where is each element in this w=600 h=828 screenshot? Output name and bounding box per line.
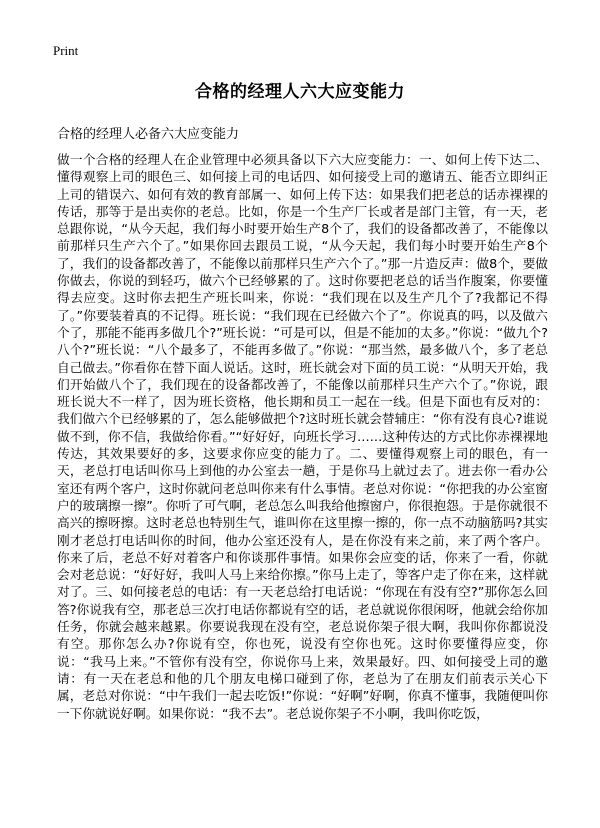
document-body: 做一个合格的经理人在企业管理中必须具备以下六大应变能力：一、如何上传下达二、懂得观察上司的眼色三、如何接上司的电话四、如何接受上司的邀请五、能否立即纠正上司的错误六、如何有效的教育部属一、如何上传下达：如果我们把老总的话赤裸裸的传话，那等于是出卖你的老总。比如，你是一个生产厂长或者是部门主管，有一天，老总跟你说，“从今天起，我们每小时要开始生产8个了，我们的设备都改善了，不能像以前那样只生产六个了。”如果你回去跟员工说，“从今天起，我们每小时要开始生产8个了，我们的设备都改善了，不能像以前那样只生产六个了。”那一片造反声：做8个，要做你做去，你说的到轻巧，做六个已经够累的了。这时你要把老总的话当作腹案，你要懂得去应变。这时你去把生产班长叫来，你说：“我们现在以及生产几个了?我都记不得了。”你要装着真的不记得。班长说：“我们现在已经做六个了”。你说真的吗，以及做六个了，那能不能再多做几个?”班长说：“可是可以，但是不能加的太多。”你说：“做九个?八个?”班长说：“八个最多了，不能再多做了。”你说：“那当然，最多做八个，多了老总自己做去。”你看你在替下面人说话。这时，班长就会对下面的员工说：“从明天开始，我们开始做八个了，我们现在的设备都改善了，不能像以前那样只生产六个了。”你说，跟班长说大不一样了，因为班长资格，他长期和员工一起在一线。但是下面也有反对的：我们做六个已经够累的了，怎么能够做把个?这时班长就会替辅庄：“你有没有良心?谁说做不到，你不信，我做给你看。”“好好好，向班长学习……这种传达的方式比你赤裸裸地传达，其效果要好的多，这要求你应变的能力了。二、要懂得观察上司的眼色，有一天，老总打电话叫你马上到他的办公室去一趟，于是你马上就过去了。进去你一看办公室还有两个客户，这时你就问老总叫你来有什么事情。老总对你说：“你把我的办公室窗户的玻璃擦一擦”。你听了可气啊，老总怎么叫我给他擦窗户，你很抱怨。于是你就很不高兴的擦呀擦。这时老总也特别生气，谁叫你在这里擦一擦的，你一点不动脑筋吗?其实刚才老总打电话叫你的时间，他办公室还没有人，是在你没有来之前，来了两个客户。你来了后，老总不好对着客户和你谈那件事情。如果你会应变的话，你来了一看，你就会对老总说：“好好好，我叫人马上来给你擦。”你马上走了，等客户走了你在来，这样就对了。三、如何接老总的电话：有一天老总给打电话说：“你现在有没有空?”那你怎么回答?你说我有空，那老总三次打电话你都说有空的话，老总就说你很闲呀，他就会给你加任务，你就会越来越累。你要说我现在没有空，老总说你架子很大啊，我叫你你都说没有空。那你怎么办?你说有空，你也死，说没有空你也死。这时你要懂得应变，你说：“我马上来。”不管你有没有空，你说你马上来，效果最好。四、如何接受上司的邀请：有一天在老总和他的几个朋友电梯口碰到了你，老总为了在朋友们前表示关心下属，老总对你说：“中午我们一起去吃饭!”你说：“好啊”好啊，你真不懂事，我随便叫你一下你就说好啊。如果你说：“我不去”。老总说你架子不小啊，我叫你吃饭，	[57, 152, 548, 721]
print-link[interactable]: Print	[53, 43, 79, 58]
document-title: 合格的经理人六大应变能力	[195, 82, 405, 102]
document-subtitle: 合格的经理人必备六大应变能力	[57, 127, 240, 142]
